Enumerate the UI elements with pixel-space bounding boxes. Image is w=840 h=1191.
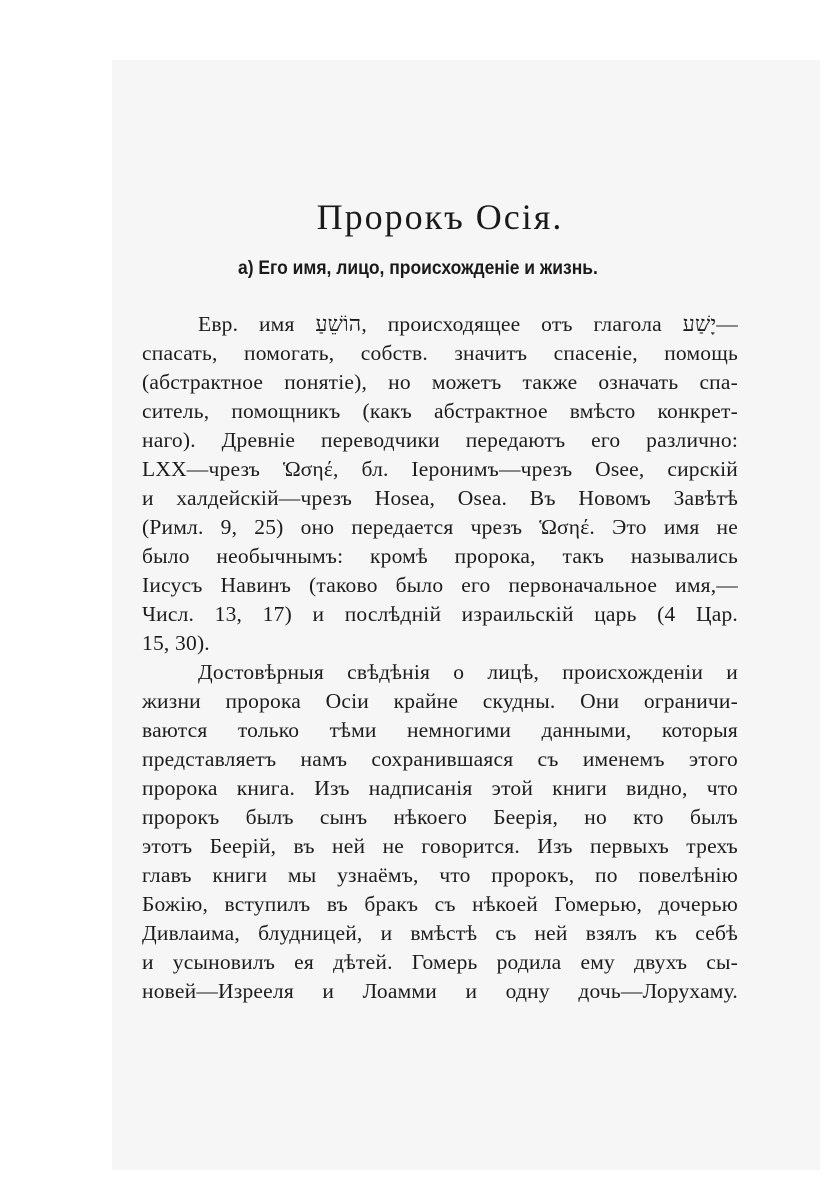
text-line: главъ книги мы узнаёмъ, что пророкъ, по повелѣнію	[142, 863, 738, 887]
text-line: новей—Изрееля и Лоамми и одну дочь—Лорухаму.	[142, 979, 738, 1003]
text-line: 15, 30).	[142, 631, 210, 655]
text-line: этотъ Беерій, въ ней не говорится. Изъ первыхъ трехъ	[142, 834, 738, 858]
text-line: пророкъ былъ сынъ нѣкоего Беерія, но кто былъ	[142, 805, 738, 829]
text-line: ваются только тѣми немногими данными, которыя	[142, 718, 738, 742]
text-line: наго). Древніе переводчики передаютъ его различно:	[142, 428, 738, 452]
text-line: и халдейскій—чрезъ Hosea, Osea. Въ Новомъ Завѣтѣ	[142, 486, 738, 510]
text-line: ситель, помощникъ (какъ абстрактное вмѣсто конкрет-	[142, 399, 738, 423]
text-line: (абстрактное понятіе), но можетъ также означать спа-	[142, 370, 738, 394]
text-line: (Римл. 9, 25) оно передается чрезъ Ὡσηέ. Это имя не	[142, 515, 738, 539]
text-line: жизни пророка Осіи крайне скудны. Они ограничи-	[142, 689, 738, 713]
text-line: Дивлаима, блудницей, и вмѣстѣ съ ней взялъ къ себѣ	[142, 921, 738, 945]
text-line: Достовѣрныя свѣдѣнія о лицѣ, происхожденіи и	[198, 660, 738, 684]
text-line: и усыновилъ ея дѣтей. Гомерь родила ему двухъ сы-	[142, 950, 738, 974]
text-line: Евр. имя הוֹשֵׁעַ, происходящее отъ глагола יָשַׁע—	[198, 312, 738, 336]
section-heading: а) Его имя, лицо, происхожденіе и жизнь.	[238, 258, 598, 279]
text-line: пророка книга. Изъ надписанія этой книги видно, что	[142, 776, 738, 800]
text-line: LXX—чрезъ Ὡσηέ, бл. Іеронимъ—чрезъ Osee, сирскій	[142, 457, 738, 481]
text-line: Числ. 13, 17) и послѣдній израильскій царь (4 Цар.	[142, 602, 738, 626]
text-line: представляетъ намъ сохранившаяся съ именемъ этого	[142, 747, 738, 771]
text-line: Іисусъ Навинъ (таково было его первоначальное имя,—	[142, 573, 738, 597]
text-line: спасать, помогать, собств. значитъ спасеніе, помощь	[142, 341, 738, 365]
chapter-title: Пророкъ Осія.	[316, 197, 564, 237]
text-line: было необычнымъ: кромѣ пророка, такъ назывались	[142, 544, 738, 568]
text-line: Божію, вступилъ въ бракъ съ нѣкоей Гомерью, дочерью	[142, 892, 738, 916]
